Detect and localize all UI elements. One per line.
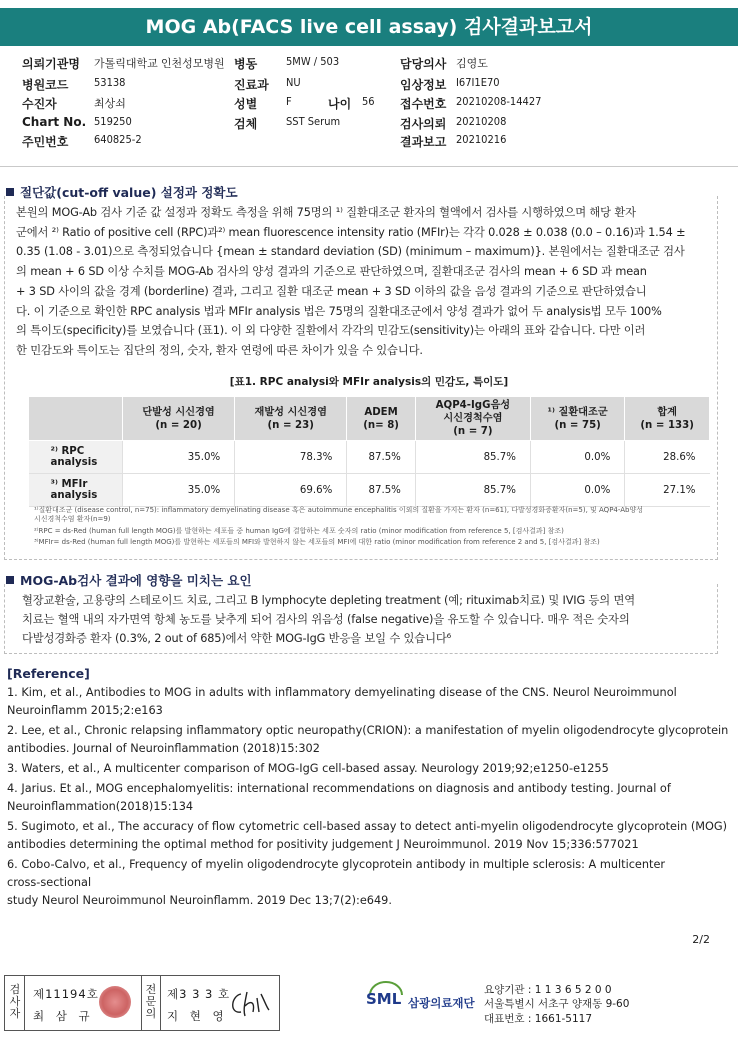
factors-line: 혈장교환술, 고용량의 스테로이드 치료, 그리고 B lymphocyte depleting treatment (예; rituximab치료) 및 IVIG 등의 면역 xyxy=(22,594,636,607)
age-value: 56 xyxy=(362,95,375,108)
sex-label: 성별 xyxy=(234,97,258,111)
col-header xyxy=(123,397,235,441)
ward-label: 병동 xyxy=(234,57,258,71)
address: 서울특별시 서초구 양재동 9-60 xyxy=(484,998,630,1010)
col-header xyxy=(347,397,416,441)
reference-line: Neuroinflamm 2015;2:e163 xyxy=(7,704,163,717)
row-label: ³⁾ MFIr analysis xyxy=(29,474,123,507)
reference-line: cross-sectional xyxy=(7,876,92,889)
doctor-label: 담당의사 xyxy=(400,57,447,71)
logo-text: SML xyxy=(366,990,402,1008)
cutoff-title-text: 절단값(cut-off value) 설정과 정확도 xyxy=(20,185,238,200)
divider xyxy=(0,166,738,167)
table-cell: 85.7% xyxy=(415,441,530,474)
table-cell: 85.7% xyxy=(415,474,530,507)
hospital-code-label: 병원코드 xyxy=(22,78,69,92)
col-header-line: (n = 7) xyxy=(453,426,493,437)
tester-label xyxy=(9,984,21,1020)
age-label: 나이 xyxy=(328,97,352,111)
page-number: 2/2 xyxy=(692,933,710,946)
department-value: NU xyxy=(286,76,301,89)
table-cell: 69.6% xyxy=(235,474,347,507)
reference-line: 3. Waters, et al., A multicenter comparison of MOG-IgG cell-based assay. Neurology 2019;92;e1250-e1255 xyxy=(7,762,609,775)
table-cell: 35.0% xyxy=(123,474,235,507)
specialist-name: 지 현 영 xyxy=(167,1009,228,1023)
col-header xyxy=(235,397,347,441)
specimen-label: 검체 xyxy=(234,117,258,131)
col-header-line: (n = 23) xyxy=(267,419,314,431)
report-title: MOG Ab(FACS live cell assay) 검사결과보고서 xyxy=(0,8,738,46)
table-row xyxy=(29,474,710,507)
id-label: 주민번호 xyxy=(22,135,69,149)
tester-label-char: 사 xyxy=(9,995,21,1008)
cutoff-line: 본원의 MOG-Ab 검사 기준 값 설정과 정확도 측정을 위해 75명의 ¹⁾ 질환대조군 환자의 혈액에서 검사를 시행하였으며 해당 환자 xyxy=(16,206,636,219)
tester-label-char: 검 xyxy=(9,983,21,996)
result-label: 결과보고 xyxy=(400,135,447,149)
col-header-line: (n= 8) xyxy=(363,419,399,431)
department-label: 진료과 xyxy=(234,78,269,92)
col-header-line: ADEM xyxy=(364,406,398,418)
footnote: ³⁾MFIr= ds-Red (human full length MOG)를 발현하는 세포들의 MFI와 발현하지 않는 세포들의 MFI에 대한 ratio (minor modification from reference 2 and 5, [검사결과] 참조) xyxy=(34,538,600,546)
footnote: ²⁾RPC = ds-Red (human full length MOG)를 발현하는 세포들 중 human IgG에 결합하는 세포 숫자의 ratio (minor modification from reference 5, [검사결과] 참조) xyxy=(34,527,564,535)
table-cell: 0.0% xyxy=(530,474,624,507)
reference-line: 6. Cobo-Calvo, et al., Frequency of myelin oligodendrocyte glycoprotein antibody in multiple sclerosis: A multicenter xyxy=(7,858,666,871)
signature-box xyxy=(4,975,280,1031)
reference-line: study Neurol Neuroimmunol Neuroinflamm. 2019 Dec 13;7(2):e649. xyxy=(7,894,392,907)
col-header-line: 합계 xyxy=(657,406,677,418)
cutoff-line: 군에서 ²⁾ Ratio of positive cell (RPC)과²⁾ mean fluorescence intensity ratio (MFIr)는 각각 0.028 ± 0.038 (0.0 – 0.16)과 1.54 ± xyxy=(16,225,686,239)
reference-line: antibodies determining the optimal method for positivity judgement J Neuroimmunol. 2019 Nov 15;336:577021 xyxy=(7,838,639,851)
tester-name: 최 삼 규 xyxy=(33,1009,94,1023)
factors-line: 다발성경화증 환자 (0.3%, 2 out of 685)에서 약한 MOG-IgG 반응을 보일 수 있습니다⁶ xyxy=(22,632,451,645)
footer xyxy=(0,975,738,1035)
cutoff-line: 0.35 (1.08 - 3.01)으로 측정되었습니다 {mean ± standard deviation (SD) (minimum – maximum)}. 본원에서는 질환대조군 검사 xyxy=(16,245,685,259)
tester-seal-icon xyxy=(99,986,131,1018)
table-header-row xyxy=(29,397,710,441)
col-header-line: (n = 75) xyxy=(554,419,601,431)
id-value: 640825-2 xyxy=(94,133,142,146)
factors-line: 치료는 혈액 내의 자가면역 항체 농도를 낮추게 되어 검사의 위음성 (false negative)을 유도할 수 있습니다. 매우 적은 숫자의 xyxy=(22,613,630,626)
receipt-value: 20210208-14427 xyxy=(456,95,542,108)
col-header-line: 시신경척수염 xyxy=(443,413,503,424)
institution-code: 요양기관 : 1 1 3 6 5 2 0 0 xyxy=(484,984,612,996)
specialist-label-char: 문 xyxy=(145,995,157,1008)
table-cell: 78.3% xyxy=(235,441,347,474)
institution-value: 가톨릭대학교 인천성모병원 xyxy=(94,57,225,70)
doctor-value: 김영도 xyxy=(456,57,488,70)
table-cell: 0.0% xyxy=(530,441,624,474)
row-label: ²⁾ RPC analysis xyxy=(29,441,123,474)
factors-paragraph xyxy=(22,591,716,648)
chart-label: Chart No. xyxy=(22,115,87,129)
factors-title-text: MOG-Ab검사 결과에 영향을 미치는 요인 xyxy=(20,573,252,588)
result-value: 20210216 xyxy=(456,133,507,146)
cutoff-line: 의 특이도(specificity)를 보였습니다 (표1). 이 외 다양한 질환에서 각각의 민감도(sensitivity)는 아래의 표와 같습니다. 다만 이러 xyxy=(16,324,646,338)
specialist-label xyxy=(145,984,157,1020)
table-cell: 87.5% xyxy=(347,474,416,507)
sex-value: F xyxy=(286,95,292,108)
table-cell: 35.0% xyxy=(123,441,235,474)
table-row xyxy=(29,441,710,474)
cutoff-line: 한 민감도와 특이도는 집단의 정의, 숫자, 환자 연령에 따른 차이가 있을 수 있습니다. xyxy=(16,343,423,357)
tester-label-char: 자 xyxy=(9,1007,21,1020)
patient-label: 수진자 xyxy=(22,97,57,111)
tester-number: 제11194호 xyxy=(33,987,99,1001)
cutoff-line: 다. 이 기준으로 확인한 RPC analysis 법과 MFIr analysis 법은 75명의 질환대조군에서 양성 결과가 없어 두 analysis법 모두 100% xyxy=(16,304,662,318)
table-cell: 87.5% xyxy=(347,441,416,474)
table-cell: 27.1% xyxy=(625,474,710,507)
chart-value: 519250 xyxy=(94,115,132,128)
ward-value: 5MW / 503 xyxy=(286,55,340,68)
hospital-code-value: 53138 xyxy=(94,76,126,89)
col-header-line: (n = 133) xyxy=(640,419,694,431)
col-header-line: AQP4-IgG음성 xyxy=(435,400,511,411)
clinical-value: I67I1E70 xyxy=(456,76,500,89)
request-label: 검사의뢰 xyxy=(400,117,447,131)
reference-line: antibodies. Journal of Neuroinflammation (2018)15:302 xyxy=(7,742,320,755)
reference-title: [Reference] xyxy=(7,666,90,681)
table-corner-cell xyxy=(29,397,123,441)
signature-icon xyxy=(227,988,271,1022)
specialist-label-char: 의 xyxy=(145,1007,157,1020)
org-name: 삼광의료재단 xyxy=(408,996,475,1010)
specimen-value: SST Serum xyxy=(286,115,341,128)
footnote: ¹⁾질환대조군 (disease control, n=75): inflammatory demyelinating disease 혹은 autoimmune encephalitis 이외의 질환을 가지는 환자 (n=61), 다발성경화증환자(n=5), 및 AQP4-Ab양성 xyxy=(34,506,643,514)
cutoff-line: + 3 SD 사이의 값을 경계 (borderline) 결과, 그리고 질환 대조군 mean + 3 SD 이하의 값을 음성 결과의 기준으로 판단하였습니 xyxy=(16,284,647,298)
receipt-label: 접수번호 xyxy=(400,97,447,111)
specialist-number: 제3 3 3 호 xyxy=(167,987,231,1001)
table-cell: 28.6% xyxy=(625,441,710,474)
reference-line: 4. Jarius. Et al., MOG encephalomyelitis: international recommendations on diagnosis and antibody testing. Journal of xyxy=(7,782,671,795)
sensitivity-table xyxy=(28,396,710,507)
cutoff-paragraph xyxy=(16,203,716,361)
request-value: 20210208 xyxy=(456,115,507,128)
col-header-line: 단발성 시신경염 xyxy=(142,406,215,418)
reference-line: 2. Lee, et al., Chronic relapsing inflammatory optic neuropathy(CRION): a manifestation of myelin oligodendrocyte glycoprotein xyxy=(7,724,729,737)
specialist-label-char: 전 xyxy=(145,983,157,996)
patient-value: 최상쇠 xyxy=(94,97,126,110)
col-header-line: 재발성 시신경염 xyxy=(254,406,327,418)
institution-label: 의뢰기관명 xyxy=(22,57,80,71)
col-header xyxy=(530,397,624,441)
col-header xyxy=(415,397,530,441)
cutoff-line: 의 mean + 6 SD 이상 수치를 MOG-Ab 검사의 양성 결과의 기준으로 판단하였으며, 질환대조군 검사의 mean + 6 SD 과 mean xyxy=(16,265,647,279)
clinical-label: 임상정보 xyxy=(400,78,447,92)
reference-list xyxy=(7,684,728,910)
table-title: [표1. RPC analysi와 MFIr analysis의 민감도, 특이도] xyxy=(229,376,509,388)
footnote: 시신경척수염 환자(n=9) xyxy=(34,515,111,523)
phone: 대표번호 : 1661-5117 xyxy=(484,1013,593,1025)
reference-line: 5. Sugimoto, et al., The accuracy of flow cytometric cell-based assay to detect anti-myelin oligodendrocyte glycoprotein (MOG) xyxy=(7,820,728,833)
col-header xyxy=(625,397,710,441)
col-header-line: (n = 20) xyxy=(155,419,202,431)
col-header-line: ¹⁾ 질환대조군 xyxy=(547,406,608,418)
reference-line: 1. Kim, et al., Antibodies to MOG in adults with inflammatory demyelinating disease of the CNS. Neurol Neuroimmunol xyxy=(7,686,677,699)
reference-line: Neuroinflammation(2018)15:134 xyxy=(7,800,194,813)
